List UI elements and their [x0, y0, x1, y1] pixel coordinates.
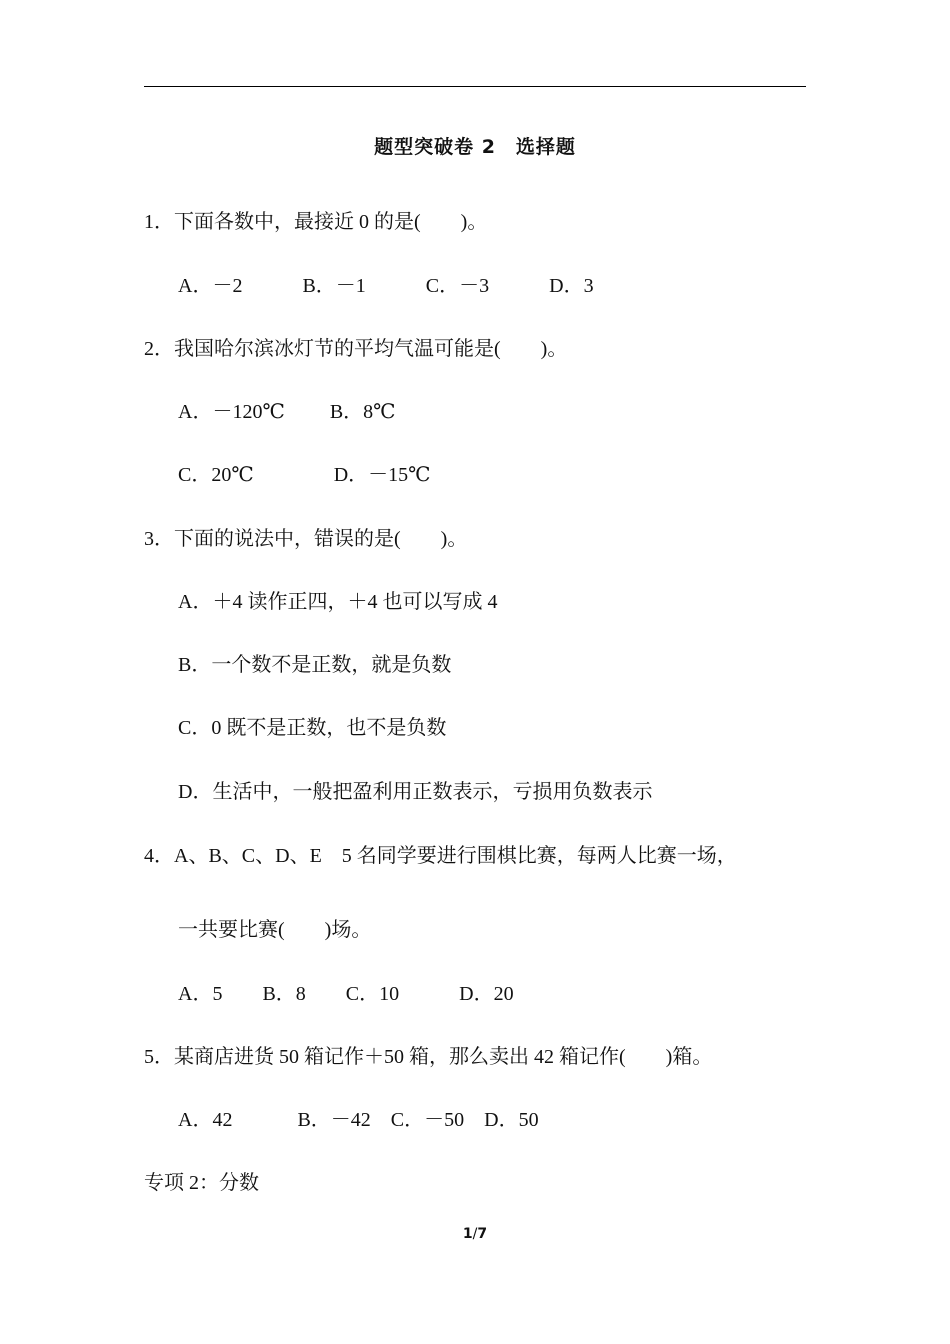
- section-heading: 专项 2：分数: [144, 1172, 259, 1194]
- question-1-stem: 1．下面各数中，最接近 0 的是( )。: [144, 211, 488, 233]
- page-total: 7: [477, 1226, 488, 1242]
- page-separator: /: [472, 1226, 478, 1242]
- question-3-option-d: D．生活中，一般把盈利用正数表示，亏损用负数表示: [178, 781, 653, 803]
- page-title: 题型突破卷 2 选择题: [374, 136, 576, 158]
- page-current: 1: [462, 1226, 473, 1242]
- question-5-stem: 5．某商店进货 50 箱记作＋50 箱，那么卖出 42 箱记作( )箱。: [144, 1046, 713, 1068]
- question-5-options: A．42 B．－42 C．－50 D．50: [178, 1109, 539, 1131]
- question-2-options-row-2: C．20℃ D．－15℃: [178, 464, 431, 486]
- question-3-option-a: A．＋4 读作正四，＋4 也可以写成 4: [178, 591, 498, 613]
- page-number: [0, 1226, 950, 1242]
- question-4-stem-line-1: 4．A、B、C、D、E 5 名同学要进行围棋比赛，每两人比赛一场，: [144, 845, 737, 867]
- question-4-options: A．5 B．8 C．10 D．20: [178, 983, 514, 1005]
- question-3-stem: 3．下面的说法中，错误的是( )。: [144, 528, 468, 550]
- question-3-option-c: C．0 既不是正数，也不是负数: [178, 717, 447, 739]
- question-2-stem: 2．我国哈尔滨冰灯节的平均气温可能是( )。: [144, 338, 568, 360]
- header-rule: [144, 86, 806, 87]
- question-2-options-row-1: A．－120℃ B．8℃: [178, 401, 396, 423]
- question-4-stem-line-2: 一共要比赛( )场。: [178, 919, 372, 941]
- question-1-options: A．－2 B．－1 C．－3 D．3: [178, 275, 594, 297]
- question-3-option-b: B．一个数不是正数，就是负数: [178, 654, 452, 676]
